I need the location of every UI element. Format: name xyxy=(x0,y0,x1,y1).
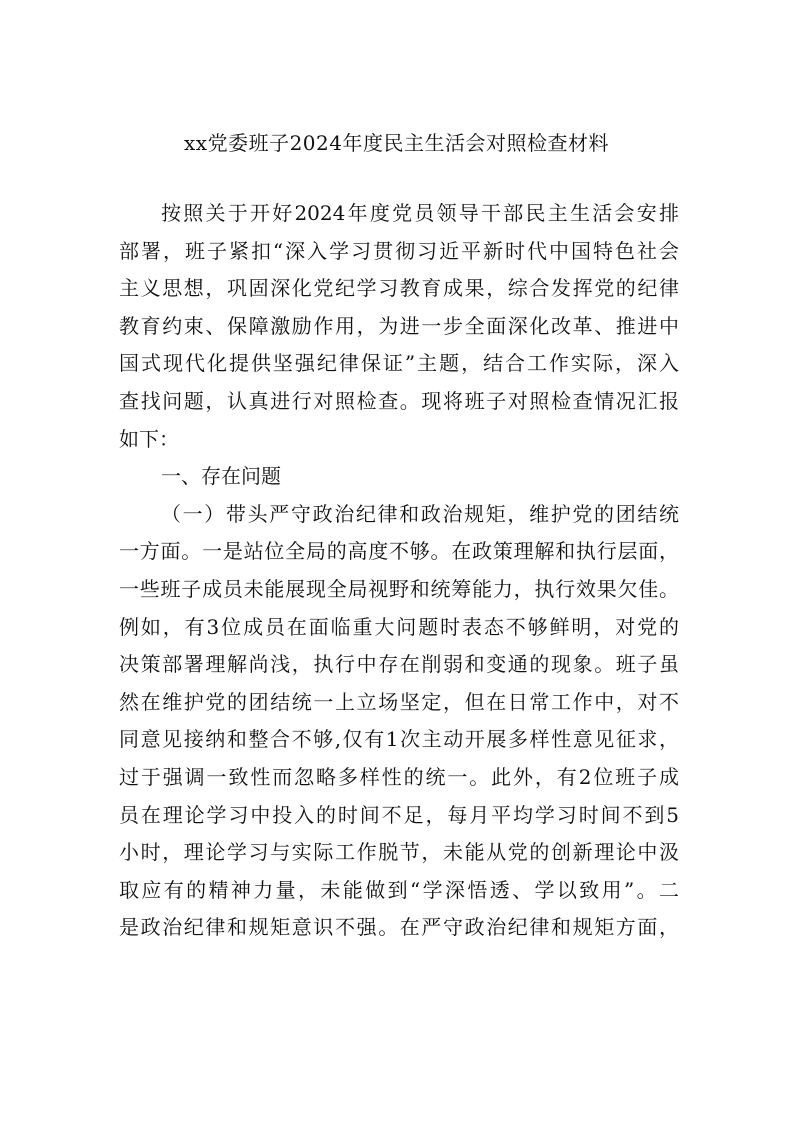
paragraph-line: 取应有的精神力量，未能做到“学深悟透、学以致用”。二 xyxy=(119,877,679,902)
paragraph-line: 例如，有3位成员在面临重大问题时表态不够鲜明，对党的 xyxy=(119,614,679,639)
paragraph-line: 教育约束、保障激励作用，为进一步全面深化改革、推进中 xyxy=(119,313,679,338)
paragraph-line: 决策部署理解尚浅，执行中存在削弱和变通的现象。班子虽 xyxy=(119,652,679,677)
paragraph-line: 过于强调一致性而忽略多样性的统一。此外，有2位班子成 xyxy=(119,764,679,789)
paragraph-line: 一方面。一是站位全局的高度不够。在政策理解和执行层面， xyxy=(119,539,679,564)
paragraph-line: 一些班子成员未能展现全局视野和统筹能力，执行效果欠佳。 xyxy=(119,576,679,601)
document-title: xx党委班子2024年度民主生活会对照检查材料 xyxy=(184,131,609,155)
paragraph-line: 国式现代化提供坚强纪律保证”主题，结合工作实际，深入 xyxy=(119,351,679,376)
paragraph-line: 是政治纪律和规矩意识不强。在严守政治纪律和规矩方面， xyxy=(119,915,679,940)
paragraph-line: 主义思想，巩固深化党纪学习教育成果，综合发挥党的纪律 xyxy=(119,276,679,301)
paragraph-line: 查找问题，认真进行对照检查。现将班子对照检查情况汇报 xyxy=(119,388,679,413)
section-heading: 一、存在问题 xyxy=(161,464,281,489)
paragraph-line: 小时，理论学习与实际工作脱节，未能从党的创新理论中汲 xyxy=(119,840,679,865)
paragraph-line: 按照关于开好2024年度党员领导干部民主生活会安排 xyxy=(161,201,679,225)
paragraph-line: 部署，班子紧扣“深入学习贯彻习近平新时代中国特色社会 xyxy=(119,238,679,263)
paragraph-line: 员在理论学习中投入的时间不足，每月平均学习时间不到5 xyxy=(119,802,679,827)
paragraph-line: 如下： xyxy=(119,426,179,451)
paragraph-line: （一）带头严守政治纪律和政治规矩，维护党的团结统 xyxy=(161,501,679,526)
document-body xyxy=(119,195,679,947)
paragraph-line: 然在维护党的团结统一上立场坚定，但在日常工作中，对不 xyxy=(119,689,679,714)
paragraph-line: 同意见接纳和整合不够,仅有1次主动开展多样性意见征求， xyxy=(119,727,679,752)
